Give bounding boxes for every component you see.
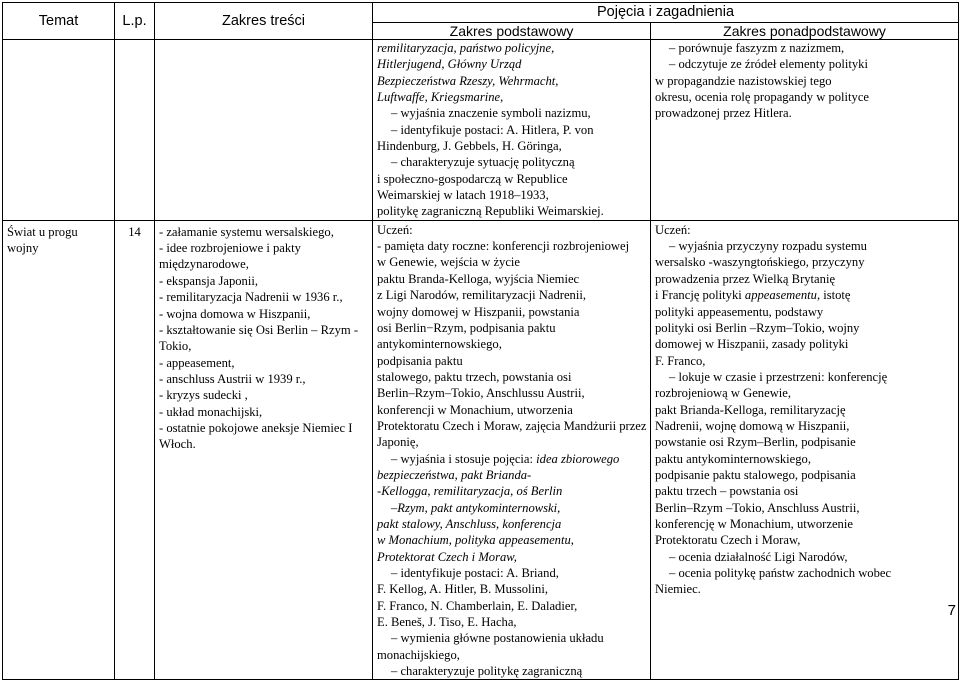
text-line: – wyjaśnia przyczyny rozpadu systemu xyxy=(669,239,867,254)
content-line: - ostatnie pokojowe aneksje Niemiec I xyxy=(159,420,353,435)
text-line: okresu, ocenia rolę propagandy w polityce xyxy=(655,90,870,105)
page-number: 7 xyxy=(947,602,956,619)
text-line: Niemiec. xyxy=(655,582,701,597)
text-line: – ocenia politykę państw zachodnich wobec xyxy=(669,566,892,580)
text-line: w Monachium, polityka appeasementu, xyxy=(377,533,574,548)
text-line: politykę zagraniczną Republiki Weimarskiej. xyxy=(377,204,604,219)
curriculum-table xyxy=(2,2,959,680)
header-lp: L.p. xyxy=(115,3,155,40)
content-line: - układ monachijski, xyxy=(159,404,263,419)
content-line: - kształtowanie się Osi Berlin – Rzym - xyxy=(159,322,359,337)
text-line: antykominternowskiego, xyxy=(377,337,502,352)
text-line: Weimarskiej w latach 1918–1933, xyxy=(377,188,549,203)
text-line: podpisania paktu xyxy=(377,353,463,368)
text-line: stalowego, paktu trzech, powstania osi xyxy=(377,369,572,384)
text-line: z Ligi Narodów, remilitaryzacji Nadrenii, xyxy=(377,288,586,303)
text-line: podpisanie paktu stalowego, podpisania xyxy=(655,467,856,482)
text-line: – identyfikuje postaci: A. Hitlera, P. von xyxy=(391,122,594,137)
text-line: i Francję polityki appeasementu, istotę xyxy=(655,288,851,303)
advanced-lines-previous xyxy=(655,40,958,122)
content-line: - remilitaryzacja Nadrenii w 1936 r., xyxy=(159,290,343,305)
text-line: F. Kellog, A. Hitler, B. Mussolini, xyxy=(377,582,548,597)
text-line: – wyjaśnia i stosuje pojęcia: idea zbiorowego xyxy=(391,451,620,466)
basic-cell-previous xyxy=(373,40,651,221)
content-line: - ekspansja Japonii, xyxy=(159,273,258,288)
text-line: konferencji w Monachium, utworzenia xyxy=(377,402,573,417)
advanced-lines xyxy=(655,222,958,598)
text-line: prowadzenia przez Wielką Brytanię xyxy=(655,271,836,286)
text-line: Berlin–Rzym–Tokio, Anschlussu Austrii, xyxy=(377,386,585,401)
topic-line: wojny xyxy=(7,241,39,256)
content-line: Tokio, xyxy=(159,339,192,354)
text-line: Hitlerjugend, Główny Urząd xyxy=(377,57,522,72)
text-line: i społeczno-gospodarczą w Republice xyxy=(377,171,568,186)
content-line: - anschluss Austrii w 1939 r., xyxy=(159,371,306,386)
text-line: Uczeń: xyxy=(377,222,413,237)
content-line: - idee rozbrojeniowe i pakty xyxy=(159,241,301,256)
text-line: powstanie osi Rzym–Berlin, podpisanie xyxy=(655,435,856,450)
text-line: Berlin–Rzym –Tokio, Anschluss Austrii, xyxy=(655,500,860,515)
text-line: – lokuje w czasie i przestrzeni: konferencję xyxy=(669,369,888,384)
text-line: – charakteryzuje politykę zagraniczną xyxy=(391,664,583,679)
header-zakres-tresci: Zakres treści xyxy=(155,3,373,40)
advanced-cell xyxy=(651,220,959,680)
text-line: Uczeń: xyxy=(655,222,691,237)
text-line: konferencję w Monachium, utworzenie xyxy=(655,516,853,531)
text-line: – wyjaśnia znaczenie symboli nazizmu, xyxy=(391,106,591,121)
topic-line: Świat u progu xyxy=(7,224,78,239)
text-line: paktu Branda-Kelloga, wyjścia Niemiec xyxy=(377,271,580,286)
text-line: Protektoratu Czech i Moraw, zajęcia Mandżurii przez xyxy=(377,418,647,433)
text-line: pakt Brianda-Kelloga, remilitaryzację xyxy=(655,402,846,417)
text-line: -Kellogga, remilitaryzacja, oś Berlin xyxy=(377,484,563,499)
text-line: E. Beneš, J. Tiso, E. Hacha, xyxy=(377,615,517,630)
header-zakres-podstawowy: Zakres podstawowy xyxy=(373,23,651,40)
basic-cell xyxy=(373,220,651,680)
text-line: Japonię, xyxy=(377,435,419,450)
text-line: Hindenburg, J. Gebbels, H. Göringa, xyxy=(377,139,562,154)
text-line: – ocenia działalność Ligi Narodów, xyxy=(669,549,848,564)
text-line: F. Franco, N. Chamberlain, E. Daladier, xyxy=(377,598,578,613)
header-pojecia: Pojęcia i zagadnienia xyxy=(373,3,959,23)
content-line: - appeasement, xyxy=(159,355,235,370)
text-line: rozbrojeniową w Genewie, xyxy=(655,386,792,401)
content-line: - wojna domowa w Hiszpanii, xyxy=(159,306,311,321)
basic-lines xyxy=(377,222,650,680)
text-line: – identyfikuje postaci: A. Briand, xyxy=(391,566,559,580)
header-temat: Temat xyxy=(3,3,115,40)
text-line: monachijskiego, xyxy=(377,647,460,662)
header-zakres-ponadpodstawowy: Zakres ponadpodstawowy xyxy=(651,23,959,40)
text-line: – charakteryzuje sytuację polityczną xyxy=(391,155,575,170)
content-line: - załamanie systemu wersalskiego, xyxy=(159,224,334,239)
text-line: bezpieczeństwa, pakt Brianda- xyxy=(377,467,532,482)
text-line: Nadrenii, wojnę domową w Hiszpanii, xyxy=(655,418,850,433)
content-line: międzynarodowe, xyxy=(159,257,249,272)
content-cell-empty xyxy=(155,40,373,221)
text-line: polityki osi Berlin –Rzym–Tokio, wojny xyxy=(655,320,860,335)
text-line: domowej w Hiszpanii, zasady polityki xyxy=(655,337,849,352)
topic-cell xyxy=(3,220,115,680)
text-line: osi Berlin−Rzym, podpisania paktu xyxy=(377,320,556,335)
text-line: - pamięta daty roczne: konferencji rozbrojeniowej xyxy=(377,239,630,254)
content-lines xyxy=(159,224,372,453)
text-line: pakt stalowy, Anschluss, konferencja xyxy=(377,516,562,531)
text-line: Protektorat Czech i Moraw, xyxy=(377,549,517,564)
text-line: –Rzym, pakt antykominternowski, xyxy=(391,500,561,515)
text-line: w propagandzie nazistowskiej tego xyxy=(655,73,832,88)
text-line: polityki appeasementu, podstawy xyxy=(655,304,824,319)
text-line: Luftwaffe, Kriegsmarine, xyxy=(377,90,504,105)
text-line: Protektoratu Czech i Moraw, xyxy=(655,533,801,548)
text-line: paktu antykominternowskiego, xyxy=(655,451,811,466)
text-line: paktu trzech – powstania osi xyxy=(655,484,799,499)
text-line: – odczytuje ze źródeł elementy polityki xyxy=(669,57,868,72)
lesson-number: 14 xyxy=(128,224,141,239)
text-line: remilitaryzacja, państwo policyjne, xyxy=(377,41,555,55)
text-line: Bezpieczeństwa Rzeszy, Wehrmacht, xyxy=(377,73,559,88)
text-line: wersalsko -waszyngtońskiego, przyczyny xyxy=(655,255,865,270)
text-line: – wymienia główne postanowienia układu xyxy=(391,631,604,646)
content-cell xyxy=(155,220,373,680)
topic-cell-empty xyxy=(3,40,115,221)
basic-lines-previous xyxy=(377,40,650,220)
text-line: F. Franco, xyxy=(655,353,706,368)
content-line: - kryzys sudecki , xyxy=(159,388,248,403)
text-line: prowadzonej przez Hitlera. xyxy=(655,106,792,121)
text-line: w Genewie, wejścia w życie xyxy=(377,255,521,270)
lesson-number-cell xyxy=(115,220,155,680)
content-line: Włoch. xyxy=(159,437,196,452)
number-cell-empty xyxy=(115,40,155,221)
text-line: wojny domowej w Hiszpanii, powstania xyxy=(377,304,580,319)
text-line: – porównuje faszyzm z nazizmem, xyxy=(669,41,845,55)
advanced-cell-previous xyxy=(651,40,959,221)
